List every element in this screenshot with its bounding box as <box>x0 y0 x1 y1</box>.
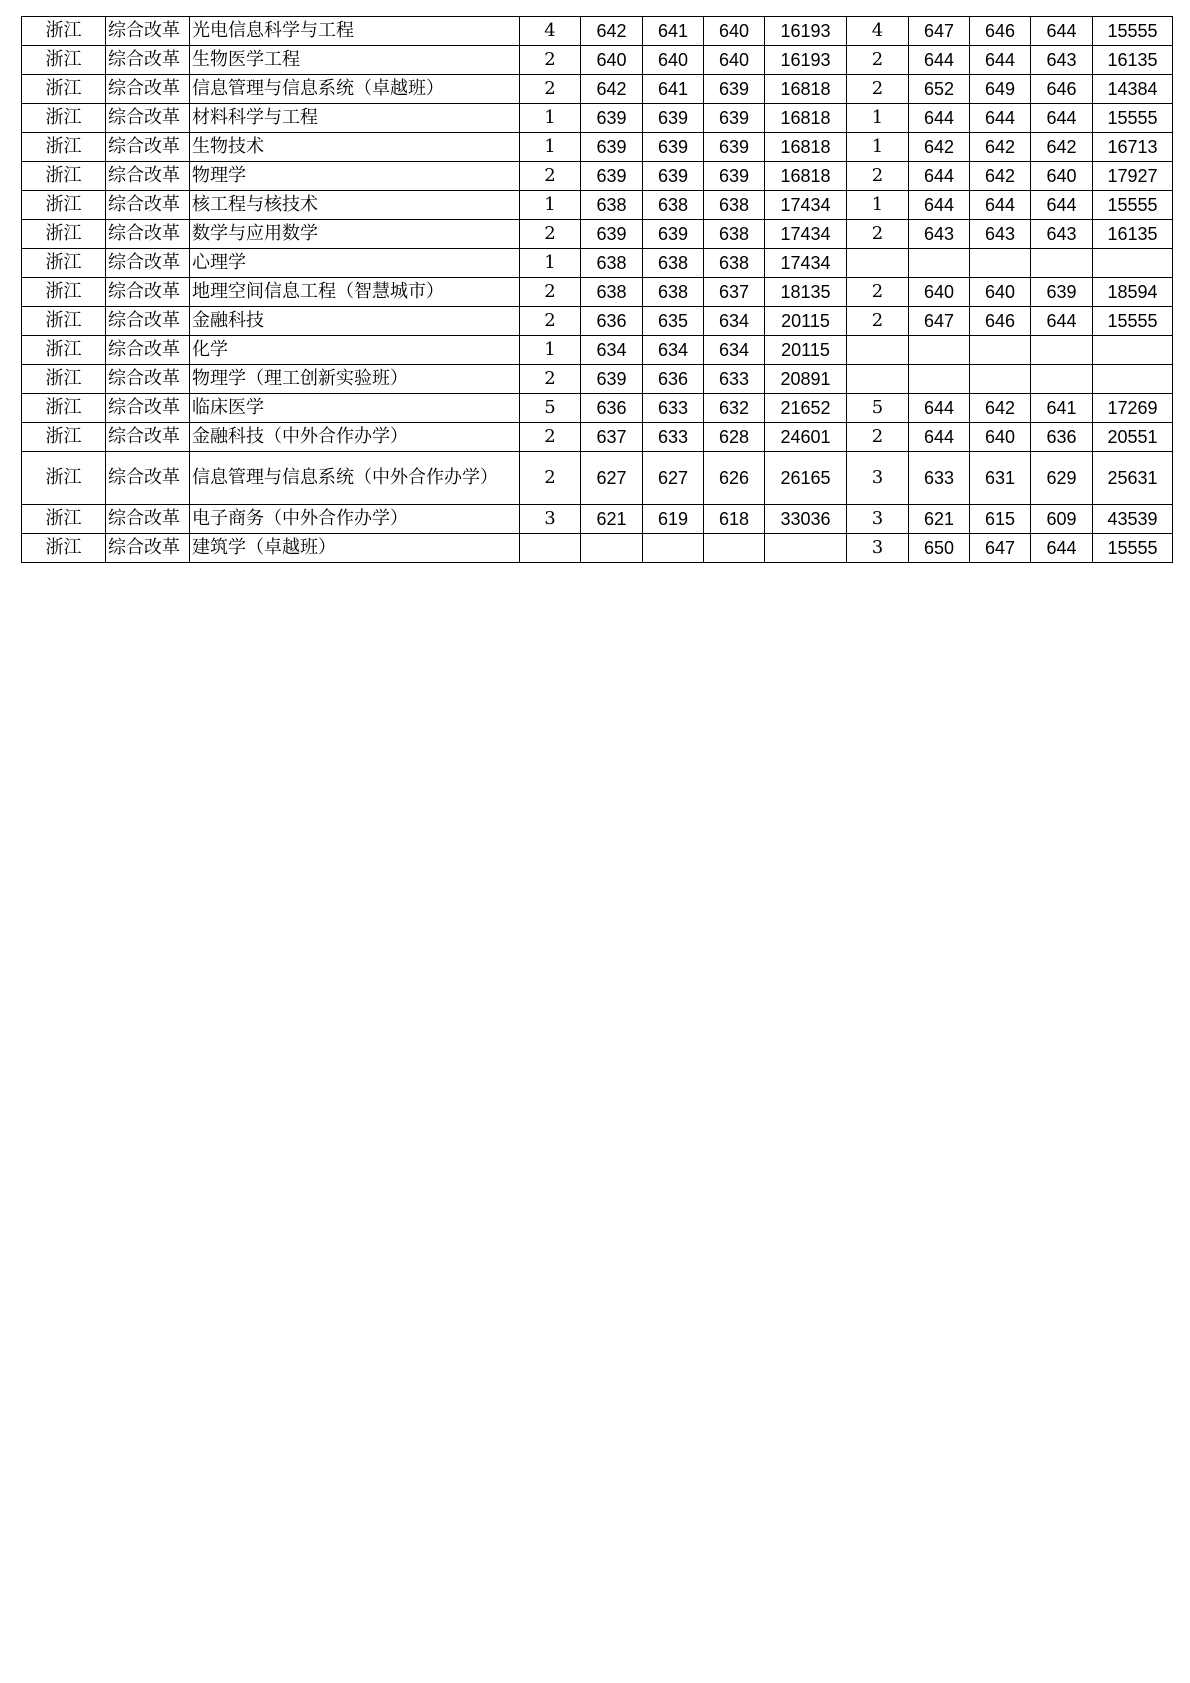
province-cell: 浙江 <box>22 452 106 505</box>
count-cell-a: 2 <box>520 452 581 505</box>
province-cell: 浙江 <box>22 278 106 307</box>
type-cell: 综合改革 <box>106 278 190 307</box>
score-cell-a: 17434 <box>765 249 847 278</box>
score-cell-a: 637 <box>581 423 643 452</box>
score-cell-b: 17927 <box>1093 162 1173 191</box>
score-cell-a: 638 <box>704 249 765 278</box>
province-cell: 浙江 <box>22 534 106 563</box>
score-cell-a: 627 <box>581 452 643 505</box>
score-cell-a: 633 <box>643 423 704 452</box>
score-cell-b <box>909 336 970 365</box>
score-cell-a: 16193 <box>765 46 847 75</box>
score-cell-a: 628 <box>704 423 765 452</box>
score-cell-b: 644 <box>970 46 1031 75</box>
score-cell-b: 644 <box>1031 104 1093 133</box>
score-cell-a: 633 <box>643 394 704 423</box>
score-cell-b: 15555 <box>1093 534 1173 563</box>
type-cell: 综合改革 <box>106 249 190 278</box>
type-cell: 综合改革 <box>106 75 190 104</box>
province-cell: 浙江 <box>22 162 106 191</box>
major-cell: 金融科技（中外合作办学） <box>190 423 520 452</box>
count-cell-b <box>847 249 909 278</box>
count-cell-a: 2 <box>520 220 581 249</box>
table-row <box>22 505 1173 534</box>
score-cell-a: 636 <box>581 394 643 423</box>
count-cell-b: 2 <box>847 423 909 452</box>
score-cell-a: 618 <box>704 505 765 534</box>
score-cell-a: 639 <box>581 365 643 394</box>
score-cell-a: 619 <box>643 505 704 534</box>
score-cell-a: 621 <box>581 505 643 534</box>
score-cell-a: 639 <box>704 162 765 191</box>
score-cell-a: 640 <box>704 46 765 75</box>
score-cell-a: 640 <box>581 46 643 75</box>
score-cell-b <box>970 365 1031 394</box>
score-cell-a: 639 <box>704 104 765 133</box>
count-cell-a: 2 <box>520 307 581 336</box>
score-cell-a: 634 <box>643 336 704 365</box>
score-cell-a: 639 <box>643 104 704 133</box>
score-cell-b: 644 <box>970 191 1031 220</box>
score-cell-b <box>1031 336 1093 365</box>
score-cell-a: 26165 <box>765 452 847 505</box>
score-cell-a: 639 <box>643 220 704 249</box>
table-row <box>22 278 1173 307</box>
score-cell-a: 24601 <box>765 423 847 452</box>
count-cell-b: 2 <box>847 75 909 104</box>
score-cell-a: 16818 <box>765 133 847 162</box>
score-cell-b: 639 <box>1031 278 1093 307</box>
score-cell-a: 20115 <box>765 336 847 365</box>
score-cell-b: 15555 <box>1093 104 1173 133</box>
score-cell-a: 639 <box>643 133 704 162</box>
score-cell-a <box>643 534 704 563</box>
score-cell-b: 644 <box>909 104 970 133</box>
score-cell-a: 638 <box>643 278 704 307</box>
score-cell-b: 642 <box>970 133 1031 162</box>
score-cell-a: 639 <box>581 133 643 162</box>
count-cell-b: 3 <box>847 534 909 563</box>
score-cell-a: 20891 <box>765 365 847 394</box>
score-cell-b: 646 <box>1031 75 1093 104</box>
score-cell-b: 640 <box>970 278 1031 307</box>
score-cell-b: 647 <box>909 307 970 336</box>
score-cell-b: 640 <box>1031 162 1093 191</box>
major-cell: 金融科技 <box>190 307 520 336</box>
score-cell-b: 643 <box>1031 220 1093 249</box>
count-cell-a: 1 <box>520 133 581 162</box>
type-cell: 综合改革 <box>106 394 190 423</box>
count-cell-b: 2 <box>847 46 909 75</box>
score-cell-b: 18594 <box>1093 278 1173 307</box>
count-cell-b: 2 <box>847 307 909 336</box>
major-cell: 信息管理与信息系统（卓越班） <box>190 75 520 104</box>
count-cell-b <box>847 336 909 365</box>
score-cell-a: 642 <box>581 17 643 46</box>
count-cell-a: 5 <box>520 394 581 423</box>
score-cell-b: 650 <box>909 534 970 563</box>
major-cell: 材料科学与工程 <box>190 104 520 133</box>
score-cell-a: 639 <box>581 162 643 191</box>
score-cell-a: 627 <box>643 452 704 505</box>
major-cell: 生物技术 <box>190 133 520 162</box>
table-row <box>22 423 1173 452</box>
table-row <box>22 307 1173 336</box>
count-cell-a: 2 <box>520 46 581 75</box>
type-cell: 综合改革 <box>106 336 190 365</box>
score-cell-b <box>1093 249 1173 278</box>
score-cell-a: 16818 <box>765 162 847 191</box>
score-cell-b: 640 <box>909 278 970 307</box>
score-cell-a: 638 <box>704 220 765 249</box>
score-cell-b: 644 <box>1031 17 1093 46</box>
score-cell-a: 16193 <box>765 17 847 46</box>
score-cell-b: 615 <box>970 505 1031 534</box>
score-cell-b: 631 <box>970 452 1031 505</box>
table-row <box>22 394 1173 423</box>
score-cell-b: 14384 <box>1093 75 1173 104</box>
count-cell-a: 2 <box>520 278 581 307</box>
major-cell: 生物医学工程 <box>190 46 520 75</box>
score-cell-a: 638 <box>581 249 643 278</box>
type-cell: 综合改革 <box>106 505 190 534</box>
province-cell: 浙江 <box>22 75 106 104</box>
count-cell-b: 1 <box>847 104 909 133</box>
count-cell-a: 4 <box>520 17 581 46</box>
score-cell-b: 609 <box>1031 505 1093 534</box>
table-row <box>22 162 1173 191</box>
province-cell: 浙江 <box>22 336 106 365</box>
score-cell-b: 15555 <box>1093 191 1173 220</box>
score-cell-b: 643 <box>970 220 1031 249</box>
score-cell-a: 642 <box>581 75 643 104</box>
table-row <box>22 133 1173 162</box>
province-cell: 浙江 <box>22 394 106 423</box>
score-cell-a: 636 <box>643 365 704 394</box>
score-cell-b <box>970 336 1031 365</box>
score-cell-a: 632 <box>704 394 765 423</box>
major-cell: 地理空间信息工程（智慧城市） <box>190 278 520 307</box>
score-cell-b: 644 <box>1031 307 1093 336</box>
score-cell-a <box>704 534 765 563</box>
score-cell-a: 641 <box>643 17 704 46</box>
score-cell-a: 636 <box>581 307 643 336</box>
type-cell: 综合改革 <box>106 104 190 133</box>
table-row <box>22 75 1173 104</box>
score-cell-a: 638 <box>581 278 643 307</box>
major-cell: 电子商务（中外合作办学） <box>190 505 520 534</box>
major-cell: 物理学 <box>190 162 520 191</box>
major-cell: 信息管理与信息系统（中外合作办学） <box>190 452 520 505</box>
score-cell-b: 644 <box>1031 191 1093 220</box>
score-cell-b: 629 <box>1031 452 1093 505</box>
score-cell-b <box>1093 336 1173 365</box>
score-cell-b: 649 <box>970 75 1031 104</box>
score-cell-b: 25631 <box>1093 452 1173 505</box>
score-cell-a: 639 <box>581 104 643 133</box>
major-cell: 数学与应用数学 <box>190 220 520 249</box>
score-cell-a: 33036 <box>765 505 847 534</box>
score-cell-a: 635 <box>643 307 704 336</box>
score-cell-a: 16818 <box>765 75 847 104</box>
major-cell: 光电信息科学与工程 <box>190 17 520 46</box>
count-cell-b: 1 <box>847 191 909 220</box>
count-cell-a: 3 <box>520 505 581 534</box>
score-cell-b: 642 <box>909 133 970 162</box>
score-cell-b: 644 <box>1031 534 1093 563</box>
table-row <box>22 191 1173 220</box>
score-cell-a: 20115 <box>765 307 847 336</box>
score-cell-b: 17269 <box>1093 394 1173 423</box>
province-cell: 浙江 <box>22 307 106 336</box>
score-cell-a: 21652 <box>765 394 847 423</box>
score-cell-a: 16818 <box>765 104 847 133</box>
table-row <box>22 17 1173 46</box>
score-cell-b: 652 <box>909 75 970 104</box>
count-cell-b: 2 <box>847 220 909 249</box>
province-cell: 浙江 <box>22 133 106 162</box>
admission-score-table <box>21 16 1173 563</box>
count-cell-a: 2 <box>520 423 581 452</box>
count-cell-a <box>520 534 581 563</box>
score-cell-b <box>909 365 970 394</box>
type-cell: 综合改革 <box>106 133 190 162</box>
count-cell-b: 4 <box>847 17 909 46</box>
score-cell-b: 642 <box>970 162 1031 191</box>
count-cell-b: 5 <box>847 394 909 423</box>
province-cell: 浙江 <box>22 249 106 278</box>
score-cell-a: 640 <box>643 46 704 75</box>
count-cell-a: 2 <box>520 75 581 104</box>
score-cell-a: 638 <box>643 191 704 220</box>
table-row <box>22 220 1173 249</box>
table-body <box>22 17 1173 563</box>
table-row <box>22 46 1173 75</box>
score-cell-b: 640 <box>970 423 1031 452</box>
score-cell-a: 638 <box>581 191 643 220</box>
major-cell: 物理学（理工创新实验班） <box>190 365 520 394</box>
score-cell-b <box>1093 365 1173 394</box>
major-cell: 化学 <box>190 336 520 365</box>
score-cell-a: 17434 <box>765 191 847 220</box>
table-row <box>22 249 1173 278</box>
count-cell-b: 2 <box>847 278 909 307</box>
table-row <box>22 452 1173 505</box>
type-cell: 综合改革 <box>106 220 190 249</box>
table-row <box>22 534 1173 563</box>
province-cell: 浙江 <box>22 17 106 46</box>
score-cell-a <box>581 534 643 563</box>
province-cell: 浙江 <box>22 365 106 394</box>
score-cell-a: 634 <box>704 336 765 365</box>
score-cell-b: 644 <box>909 162 970 191</box>
score-cell-b: 644 <box>909 423 970 452</box>
table-row <box>22 336 1173 365</box>
type-cell: 综合改革 <box>106 307 190 336</box>
score-cell-a: 637 <box>704 278 765 307</box>
score-cell-b: 633 <box>909 452 970 505</box>
score-cell-b: 642 <box>970 394 1031 423</box>
score-cell-a: 639 <box>581 220 643 249</box>
score-cell-b: 644 <box>909 394 970 423</box>
type-cell: 综合改革 <box>106 423 190 452</box>
count-cell-b <box>847 365 909 394</box>
major-cell: 临床医学 <box>190 394 520 423</box>
type-cell: 综合改革 <box>106 162 190 191</box>
score-cell-a: 626 <box>704 452 765 505</box>
major-cell: 建筑学（卓越班） <box>190 534 520 563</box>
score-cell-a: 17434 <box>765 220 847 249</box>
score-cell-a: 639 <box>704 75 765 104</box>
score-cell-b: 647 <box>970 534 1031 563</box>
type-cell: 综合改革 <box>106 452 190 505</box>
score-cell-a: 641 <box>643 75 704 104</box>
count-cell-b: 2 <box>847 162 909 191</box>
type-cell: 综合改革 <box>106 365 190 394</box>
score-cell-a: 633 <box>704 365 765 394</box>
score-cell-b <box>909 249 970 278</box>
count-cell-a: 2 <box>520 162 581 191</box>
count-cell-a: 1 <box>520 191 581 220</box>
score-cell-b: 646 <box>970 17 1031 46</box>
province-cell: 浙江 <box>22 423 106 452</box>
score-cell-b: 641 <box>1031 394 1093 423</box>
table-row <box>22 104 1173 133</box>
type-cell: 综合改革 <box>106 17 190 46</box>
major-cell: 核工程与核技术 <box>190 191 520 220</box>
count-cell-b: 1 <box>847 133 909 162</box>
score-cell-b: 15555 <box>1093 307 1173 336</box>
score-cell-a: 18135 <box>765 278 847 307</box>
count-cell-b: 3 <box>847 452 909 505</box>
province-cell: 浙江 <box>22 505 106 534</box>
score-cell-b: 643 <box>909 220 970 249</box>
score-cell-b: 642 <box>1031 133 1093 162</box>
score-cell-b: 15555 <box>1093 17 1173 46</box>
type-cell: 综合改革 <box>106 534 190 563</box>
score-cell-a: 638 <box>704 191 765 220</box>
province-cell: 浙江 <box>22 104 106 133</box>
score-cell-b: 644 <box>909 191 970 220</box>
score-cell-b: 20551 <box>1093 423 1173 452</box>
score-cell-b <box>1031 249 1093 278</box>
count-cell-b: 3 <box>847 505 909 534</box>
score-cell-b: 644 <box>909 46 970 75</box>
province-cell: 浙江 <box>22 220 106 249</box>
score-cell-b: 16135 <box>1093 220 1173 249</box>
score-cell-b: 16135 <box>1093 46 1173 75</box>
type-cell: 综合改革 <box>106 46 190 75</box>
count-cell-a: 2 <box>520 365 581 394</box>
score-cell-a: 639 <box>643 162 704 191</box>
score-cell-a: 634 <box>704 307 765 336</box>
score-cell-b: 644 <box>970 104 1031 133</box>
score-cell-a: 639 <box>704 133 765 162</box>
major-cell: 心理学 <box>190 249 520 278</box>
count-cell-a: 1 <box>520 104 581 133</box>
score-cell-b <box>970 249 1031 278</box>
score-cell-a: 638 <box>643 249 704 278</box>
score-cell-b: 43539 <box>1093 505 1173 534</box>
table-row <box>22 365 1173 394</box>
count-cell-a: 1 <box>520 249 581 278</box>
score-cell-b <box>1031 365 1093 394</box>
score-cell-b: 647 <box>909 17 970 46</box>
score-cell-a: 640 <box>704 17 765 46</box>
score-cell-a: 634 <box>581 336 643 365</box>
score-cell-b: 636 <box>1031 423 1093 452</box>
province-cell: 浙江 <box>22 191 106 220</box>
province-cell: 浙江 <box>22 46 106 75</box>
score-cell-b: 621 <box>909 505 970 534</box>
score-cell-b: 643 <box>1031 46 1093 75</box>
score-cell-a <box>765 534 847 563</box>
score-cell-b: 646 <box>970 307 1031 336</box>
count-cell-a: 1 <box>520 336 581 365</box>
score-cell-b: 16713 <box>1093 133 1173 162</box>
type-cell: 综合改革 <box>106 191 190 220</box>
